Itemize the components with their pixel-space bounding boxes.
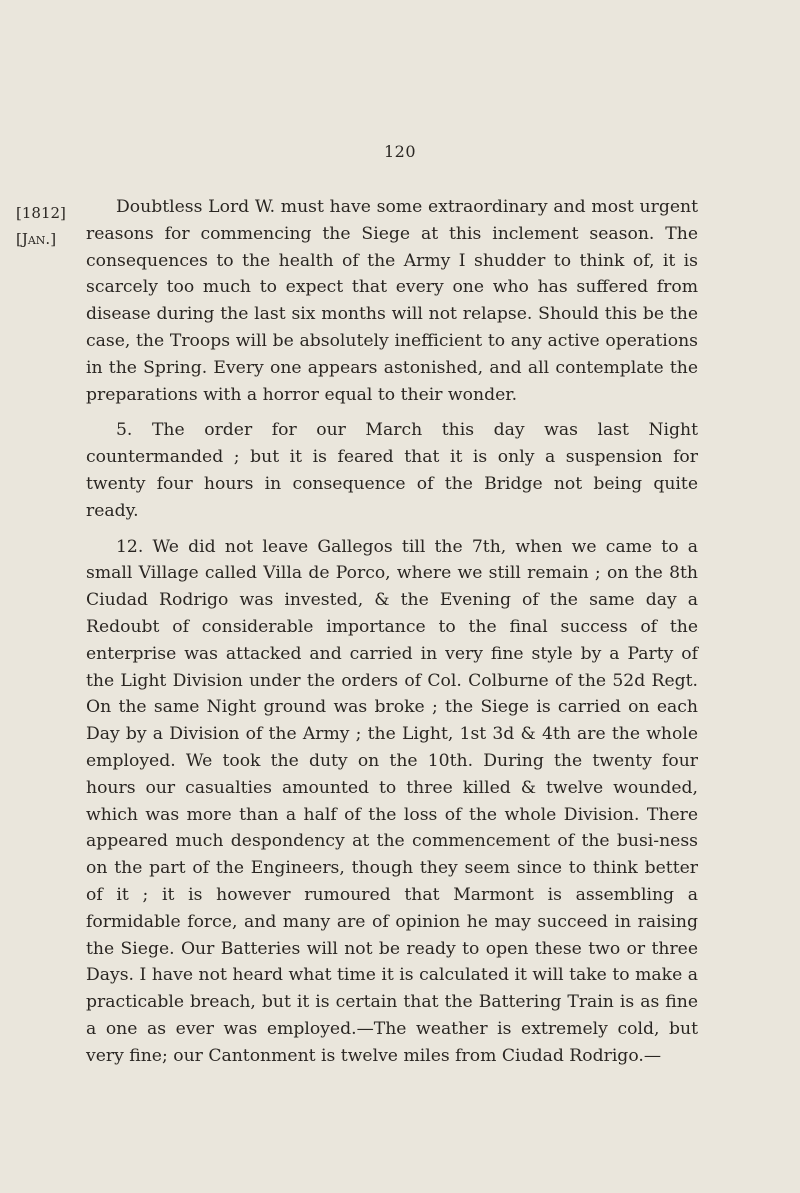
paragraph-1: Doubtless Lord W. must have some extraordinary and most urgent reasons for commencing the Siege at this inclement season. The consequences to the health of the Army I shudder to think of, it is scarcely too much to expect that every one who has suffered from disease during the last six months will not relapse. Should this be the case, the Troops will be absolutely inefficient to any active operations in the Spring. Every one appears astonished, and all contemplate the preparations with a horror equal to their wonder. xyxy=(86,197,698,405)
margin-note-month: [Jan.] xyxy=(16,230,57,248)
paragraph-3: 12. We did not leave Gallegos till the 7th, when we came to a small Village called Villa de Porco, where we still remain ; on the 8th Ciudad Rodrigo was invested, & the Evening of the same day a Redoubt of considerable importance to the final success of the enterprise was attacked and carried in very fine style by a Party of the Light Division under the orders of Col. Colburne of the 52d Regt. On the same Night ground was broke ; the Siege is carried on each Day by a Division of the Army ; the Light, 1st 3d & 4th are the whole employed. We took the duty on the 10th. During the twenty four hours our casualties amounted to three killed & twelve wounded, which was more than a half of the loss of the whole Division. There appeared much despondency at the commencement of the busi-ness on the part of the Engineers, though they seem since to think better of it ; it is however rumoured that Marmont is assembling a formidable force, and many are of opinion he may succeed in raising the Siege. Our Batteries will not be ready to open these two or three Days. I have not heard what time it is calculated it will take to make a practicable breach, but it is certain that the Battering Train is as fine a one as ever was employed.—The weather is extremely cold, but very fine; our Cantonment is twelve miles from Ciudad Rodrigo.— xyxy=(86,536,698,1066)
margin-note-year: [1812] xyxy=(16,204,66,222)
body-text xyxy=(86,194,698,1079)
paragraph-2: 5. The order for our March this day was last Night countermanded ; but it is feared that it is only a suspension for twenty four hours in consequence of the Bridge not being quite ready. xyxy=(86,420,698,521)
margin-notes xyxy=(16,200,66,252)
page-number: 120 xyxy=(383,142,417,161)
